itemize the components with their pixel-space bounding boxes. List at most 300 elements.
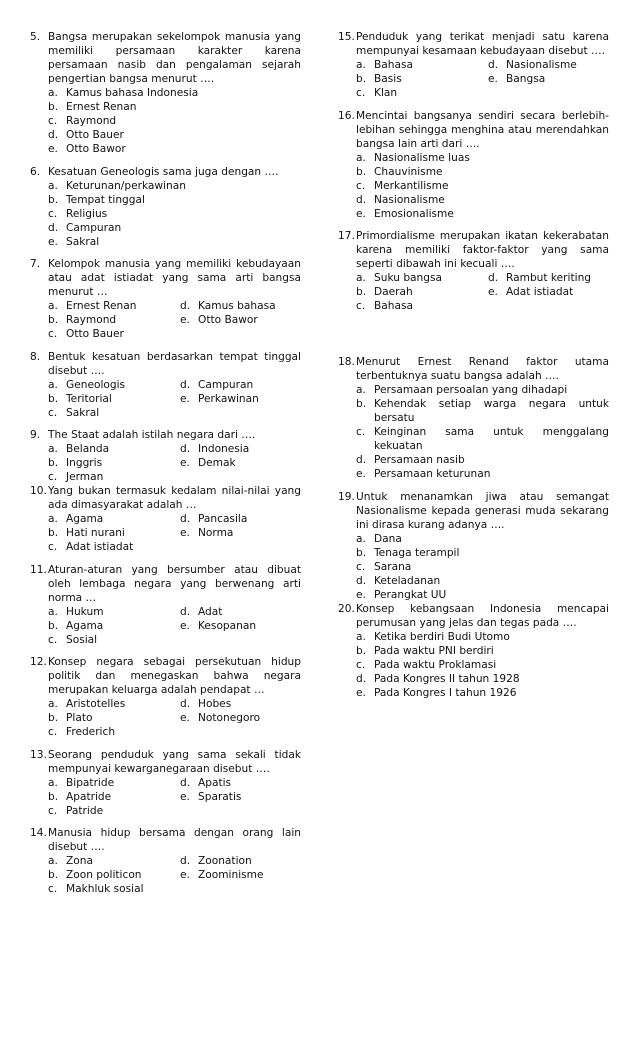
answer-option[interactable]	[180, 392, 301, 406]
option-text: Apatride	[66, 790, 112, 803]
answer-option[interactable]	[356, 658, 609, 672]
answer-options	[30, 697, 301, 739]
question-9	[30, 428, 301, 484]
question-16	[338, 109, 609, 221]
option-letter: c.	[356, 560, 366, 573]
option-text: Apatis	[198, 776, 232, 789]
question-text: Kelompok manusia yang memiliki kebudayaan atau adat istiadat yang sama arti bangsa menurut …	[48, 258, 301, 298]
answer-option[interactable]	[356, 193, 609, 207]
answer-option[interactable]	[48, 128, 301, 142]
option-text: Raymond	[66, 314, 117, 326]
question-5	[30, 30, 301, 156]
answer-option[interactable]	[48, 456, 180, 470]
question-text: Menurut Ernest Renand faktor utama terbentuknya suatu bangsa adalah ….	[356, 356, 609, 382]
answer-option[interactable]	[48, 633, 180, 647]
answer-option[interactable]	[48, 86, 301, 100]
option-letter: b.	[48, 619, 59, 632]
question-text: Kesatuan Geneologis sama juga dengan ….	[48, 165, 279, 178]
option-text: Pada waktu Proklamasi	[374, 658, 497, 671]
option-text: Ernest Renan	[66, 101, 137, 113]
option-letter: e.	[180, 869, 190, 881]
answer-option[interactable]	[48, 299, 180, 313]
option-letter: e.	[180, 314, 190, 326]
answer-option[interactable]	[356, 86, 488, 100]
option-letter: c.	[48, 115, 58, 127]
answer-option[interactable]	[48, 207, 301, 221]
option-letter: a.	[48, 605, 58, 618]
answer-option[interactable]	[180, 868, 301, 882]
question-number: 12.	[30, 656, 47, 668]
option-text: Plato	[66, 712, 93, 724]
question-number: 7.	[30, 258, 41, 270]
option-letter: c.	[48, 726, 58, 738]
question-number: 13.	[30, 748, 47, 761]
option-text: Hobes	[198, 698, 232, 710]
option-letter: a.	[48, 855, 58, 867]
option-text: Zoonation	[198, 855, 252, 867]
option-letter: e.	[356, 468, 366, 480]
answer-options	[338, 532, 609, 602]
option-letter: c.	[356, 300, 366, 312]
answer-options	[30, 776, 301, 818]
question-number: 5.	[30, 31, 41, 43]
question-12	[30, 655, 301, 739]
option-text: Tempat tinggal	[66, 193, 145, 206]
answer-option[interactable]	[180, 526, 301, 540]
question-15	[338, 30, 609, 100]
option-letter: a.	[356, 272, 366, 284]
option-text: Agama	[66, 619, 104, 632]
option-letter: a.	[48, 378, 58, 391]
answer-options	[30, 179, 301, 249]
option-text: Nasionalisme	[374, 193, 445, 206]
option-letter: e.	[180, 457, 190, 469]
option-text: Zona	[66, 855, 93, 867]
option-letter: a.	[48, 87, 58, 99]
option-text: Kamus bahasa	[198, 300, 276, 312]
answer-option[interactable]	[180, 776, 301, 790]
option-text: Persamaan persoalan yang dihadapi	[374, 384, 568, 396]
option-text: Kamus bahasa Indonesia	[66, 87, 199, 99]
question-text: Konsep kebangsaan Indonesia mencapai perumusan yang jelas dan tegas pada ….	[356, 602, 609, 629]
option-letter: a.	[356, 384, 366, 396]
option-text: Bangsa	[506, 73, 546, 85]
option-letter: e.	[180, 392, 190, 405]
option-text: Otto Bawor	[198, 314, 258, 326]
option-letter: b.	[356, 644, 367, 657]
option-text: Ernest Renan	[66, 300, 137, 312]
question-number: 19.	[338, 490, 355, 503]
option-text: Jerman	[66, 471, 104, 483]
option-text: Sparatis	[198, 790, 242, 803]
answer-options	[30, 442, 301, 484]
answer-option[interactable]	[48, 193, 301, 207]
answer-option[interactable]	[48, 100, 301, 114]
option-letter: b.	[356, 165, 367, 178]
answer-options	[338, 271, 609, 313]
option-text: Dana	[374, 532, 402, 545]
option-letter: a.	[48, 698, 58, 710]
option-text: Zoominisme	[198, 869, 264, 881]
answer-option[interactable]	[356, 546, 609, 560]
left-column	[30, 30, 301, 905]
answer-options	[338, 58, 609, 100]
answer-option[interactable]	[48, 442, 180, 456]
answer-option[interactable]	[356, 588, 609, 602]
option-text: Bahasa	[374, 300, 413, 312]
question-text: Konsep negara sebagai persekutuan hidup politik dan menegaskan bahwa negara merupakan keluarga adalah pendapat …	[48, 656, 301, 696]
option-text: Chauvinisme	[374, 165, 443, 178]
option-text: Aristotelles	[66, 698, 126, 710]
option-text: Merkantilisme	[374, 179, 449, 192]
option-text: Kehendak setiap warga negara untuk bersatu	[374, 398, 609, 424]
answer-option[interactable]	[356, 574, 609, 588]
answer-option[interactable]	[356, 425, 609, 453]
answer-option[interactable]	[488, 72, 609, 86]
option-text: Sarana	[374, 560, 412, 573]
option-text: Keturunan/perkawinan	[66, 179, 186, 192]
question-text: Bentuk kesatuan berdasarkan tempat tinggal disebut ….	[48, 350, 301, 377]
answer-option[interactable]	[356, 271, 488, 285]
option-letter: d.	[356, 672, 367, 685]
option-letter: e.	[356, 588, 366, 601]
option-letter: d.	[356, 454, 367, 466]
answer-option[interactable]	[48, 882, 180, 896]
option-text: Perkawinan	[198, 392, 259, 405]
answer-option[interactable]	[356, 467, 609, 481]
answer-option[interactable]	[48, 470, 180, 484]
question-number: 16.	[338, 109, 355, 122]
option-text: Daerah	[374, 286, 413, 298]
option-letter: e.	[180, 790, 190, 803]
option-text: Adat istiadat	[66, 541, 134, 553]
right-column	[338, 30, 609, 708]
option-text: Makhluk sosial	[66, 883, 144, 895]
option-text: Keteladanan	[374, 574, 441, 587]
option-text: Sakral	[66, 235, 100, 248]
option-text: Sakral	[66, 406, 100, 419]
answer-option[interactable]	[48, 406, 180, 420]
answer-option[interactable]	[180, 299, 301, 313]
answer-options	[338, 630, 609, 700]
option-text: Teritorial	[66, 392, 112, 405]
option-letter: e.	[48, 235, 58, 248]
option-text: Hati nurani	[66, 527, 125, 539]
option-text: Pada Kongres I tahun 1926	[374, 686, 517, 699]
option-text: Otto Bauer	[66, 129, 124, 141]
option-text: Hukum	[66, 605, 104, 618]
question-text: Untuk menanamkan jiwa atau semangat Nasionalisme kepada generasi muda sekarang ini dirasa kurang adanya ….	[356, 490, 609, 531]
answer-option[interactable]	[48, 313, 180, 327]
answer-option[interactable]	[48, 327, 180, 341]
answer-options	[30, 605, 301, 647]
option-text: Agama	[66, 513, 104, 525]
answer-option[interactable]	[356, 58, 488, 72]
question-17	[338, 229, 609, 313]
option-letter: d.	[356, 574, 367, 587]
option-text: Nasionalisme	[506, 59, 577, 71]
option-text: Otto Bauer	[66, 328, 124, 340]
answer-options	[30, 378, 301, 420]
answer-option[interactable]	[48, 540, 180, 554]
answer-option[interactable]	[356, 672, 609, 686]
answer-option[interactable]	[48, 711, 180, 725]
option-letter: c.	[48, 633, 58, 646]
question-10	[30, 484, 301, 554]
option-letter: d.	[180, 443, 191, 455]
answer-options	[338, 383, 609, 481]
question-text: Manusia hidup bersama dengan orang lain disebut ….	[48, 827, 301, 853]
option-letter: d.	[180, 855, 191, 867]
option-text: Zoon politicon	[66, 869, 142, 881]
question-text: Yang bukan termasuk kedalam nilai-nilai yang ada dimasyarakat adalah …	[48, 485, 301, 511]
question-text: Primordialisme merupakan ikatan kekerabatan karena memiliki faktor-faktor yang sama seperti dibawah ini kecuali ….	[356, 230, 609, 270]
option-letter: b.	[48, 790, 59, 803]
option-letter: c.	[48, 328, 58, 340]
question-number: 8.	[30, 350, 41, 363]
option-letter: e.	[488, 286, 498, 298]
answer-option[interactable]	[356, 383, 609, 397]
question-number: 10.	[30, 485, 47, 497]
question-number: 15.	[338, 31, 355, 43]
option-text: Perangkat UU	[374, 588, 447, 601]
answer-option[interactable]	[356, 72, 488, 86]
question-number: 18.	[338, 356, 355, 368]
option-text: Sosial	[66, 633, 98, 646]
option-letter: a.	[48, 179, 58, 192]
option-text: Patride	[66, 804, 104, 817]
option-letter: d.	[48, 221, 59, 234]
option-letter: b.	[48, 869, 59, 881]
answer-option[interactable]	[180, 854, 301, 868]
question-text: Aturan-aturan yang bersumber atau dibuat oleh lembaga negara yang berwenang arti norma …	[48, 563, 301, 604]
option-text: Basis	[374, 73, 402, 85]
question-text: Penduduk yang terikat menjadi satu karena mempunyai kesamaan kebudayaan disebut ….	[356, 31, 609, 57]
option-letter: a.	[356, 151, 366, 164]
question-number: 17.	[338, 230, 355, 242]
option-letter: e.	[180, 712, 190, 724]
option-text: Kesopanan	[198, 619, 257, 632]
option-letter: e.	[48, 143, 58, 155]
option-letter: b.	[48, 193, 59, 206]
answer-option[interactable]	[356, 453, 609, 467]
option-letter: a.	[48, 443, 58, 455]
question-text: Bangsa merupakan sekelompok manusia yang memiliki persamaan karakter karena persamaan nasib dan pengalaman sejarah pengertian bangsa menurut ….	[48, 31, 301, 85]
option-text: Geneologis	[66, 378, 126, 391]
answer-options	[338, 151, 609, 221]
answer-option[interactable]	[48, 854, 180, 868]
answer-option[interactable]	[180, 313, 301, 327]
option-letter: a.	[356, 59, 366, 71]
question-text: Mencintai bangsanya sendiri secara berlebih-lebihan sehingga menghina atau merendahkan bangsa lain arti dari ….	[356, 109, 609, 150]
option-letter: c.	[356, 179, 366, 192]
option-letter: c.	[48, 541, 58, 553]
option-letter: a.	[48, 776, 58, 789]
option-letter: c.	[48, 207, 58, 220]
answer-option[interactable]	[356, 644, 609, 658]
option-letter: a.	[356, 532, 366, 545]
answer-option[interactable]	[48, 790, 180, 804]
option-text: Rambut keriting	[506, 272, 592, 284]
option-letter: a.	[356, 630, 366, 643]
question-20	[338, 602, 609, 700]
option-letter: a.	[48, 513, 58, 525]
question-text: Seorang penduduk yang sama sekali tidak mempunyai kewarganegaraan disebut ….	[48, 748, 301, 775]
question-8	[30, 350, 301, 420]
answer-option[interactable]	[356, 165, 609, 179]
answer-option[interactable]	[356, 630, 609, 644]
option-text: Bahasa	[374, 59, 413, 71]
option-letter: d.	[180, 605, 191, 618]
option-letter: d.	[180, 378, 191, 391]
answer-options	[30, 854, 301, 896]
question-19	[338, 490, 609, 602]
option-letter: e.	[356, 686, 366, 699]
option-text: Ketika berdiri Budi Utomo	[374, 630, 510, 643]
answer-option[interactable]	[488, 285, 609, 299]
option-text: Notonegoro	[198, 712, 261, 724]
option-text: Tenaga terampil	[374, 546, 460, 559]
option-letter: c.	[356, 658, 366, 671]
answer-option[interactable]	[356, 397, 609, 425]
answer-option[interactable]	[488, 58, 609, 72]
answer-option[interactable]	[48, 114, 301, 128]
question-number: 9.	[30, 429, 41, 441]
option-text: Bipatride	[66, 776, 115, 789]
answer-option[interactable]	[48, 378, 180, 392]
option-letter: c.	[48, 471, 58, 483]
answer-option[interactable]	[356, 207, 609, 221]
answer-option[interactable]	[488, 271, 609, 285]
answer-option[interactable]	[180, 619, 301, 633]
answer-option[interactable]	[48, 142, 301, 156]
option-letter: d.	[180, 300, 191, 312]
option-letter: b.	[48, 101, 59, 113]
question-6	[30, 165, 301, 249]
option-letter: b.	[356, 286, 367, 298]
option-text: Belanda	[66, 443, 110, 455]
question-number: 6.	[30, 165, 41, 178]
option-letter: b.	[48, 457, 59, 469]
question-number: 14.	[30, 827, 47, 839]
question-11	[30, 563, 301, 647]
answer-options	[30, 86, 301, 156]
answer-option[interactable]	[180, 790, 301, 804]
option-text: Persamaan nasib	[374, 454, 465, 466]
answer-option[interactable]	[180, 512, 301, 526]
question-14	[30, 826, 301, 896]
option-letter: e.	[180, 527, 190, 539]
option-letter: b.	[48, 712, 59, 724]
option-letter: d.	[48, 129, 59, 141]
answer-option[interactable]	[180, 378, 301, 392]
option-letter: e.	[356, 207, 366, 220]
option-text: Indonesia	[198, 443, 250, 455]
answer-option[interactable]	[356, 299, 488, 313]
option-letter: d.	[180, 698, 191, 710]
option-letter: c.	[48, 406, 58, 419]
answer-option[interactable]	[356, 560, 609, 574]
question-text: The Staat adalah istilah negara dari ….	[48, 429, 256, 441]
option-text: Pada waktu PNI berdiri	[374, 644, 494, 657]
option-letter: d.	[488, 59, 499, 71]
option-text: Otto Bawor	[66, 143, 126, 155]
option-text: Keinginan sama untuk menggalang kekuatan	[374, 426, 609, 452]
answer-option[interactable]	[48, 221, 301, 235]
answer-option[interactable]	[48, 804, 180, 818]
answer-option[interactable]	[48, 868, 180, 882]
option-text: Frederich	[66, 726, 116, 738]
answer-option[interactable]	[48, 619, 180, 633]
answer-option[interactable]	[48, 605, 180, 619]
answer-option[interactable]	[48, 392, 180, 406]
option-text: Emosionalisme	[374, 207, 454, 220]
option-letter: e.	[488, 73, 498, 85]
answer-option[interactable]	[180, 697, 301, 711]
question-number: 11.	[30, 563, 47, 576]
option-text: Religius	[66, 207, 108, 220]
answer-option[interactable]	[48, 179, 301, 193]
option-letter: d.	[180, 513, 191, 525]
option-letter: c.	[356, 87, 366, 99]
option-letter: e.	[180, 619, 190, 632]
answer-option[interactable]	[356, 151, 609, 165]
option-text: Persamaan keturunan	[374, 468, 491, 480]
answer-option[interactable]	[356, 179, 609, 193]
answer-option[interactable]	[48, 776, 180, 790]
answer-option[interactable]	[48, 697, 180, 711]
option-text: Campuran	[198, 378, 254, 391]
option-text: Inggris	[66, 457, 103, 469]
answer-option[interactable]	[48, 725, 180, 739]
answer-option[interactable]	[180, 456, 301, 470]
option-letter: c.	[48, 804, 58, 817]
answer-option[interactable]	[48, 526, 180, 540]
option-text: Campuran	[66, 221, 122, 234]
option-text: Pancasila	[198, 513, 248, 525]
option-text: Suku bangsa	[374, 272, 442, 284]
option-text: Pada Kongres II tahun 1928	[374, 672, 520, 685]
option-letter: b.	[48, 392, 59, 405]
option-text: Raymond	[66, 115, 117, 127]
option-text: Norma	[198, 527, 234, 539]
question-7	[30, 257, 301, 341]
option-letter: b.	[48, 314, 59, 326]
option-text: Adat istiadat	[506, 286, 574, 298]
question-number: 20.	[338, 602, 355, 615]
option-letter: b.	[48, 527, 59, 539]
option-text: Klan	[374, 87, 398, 99]
answer-option[interactable]	[180, 442, 301, 456]
option-letter: b.	[356, 546, 367, 559]
answer-option[interactable]	[180, 605, 301, 619]
answer-option[interactable]	[180, 711, 301, 725]
answer-option[interactable]	[356, 686, 609, 700]
answer-option[interactable]	[48, 512, 180, 526]
option-letter: c.	[356, 426, 366, 438]
option-letter: d.	[356, 193, 367, 206]
option-letter: d.	[180, 776, 191, 789]
option-text: Adat	[198, 605, 223, 618]
option-text: Nasionalisme luas	[374, 151, 470, 164]
answer-option[interactable]	[356, 532, 609, 546]
question-13	[30, 748, 301, 818]
option-letter: c.	[48, 883, 58, 895]
answer-options	[30, 512, 301, 554]
answer-option[interactable]	[356, 285, 488, 299]
answer-option[interactable]	[48, 235, 301, 249]
option-letter: b.	[356, 398, 367, 410]
